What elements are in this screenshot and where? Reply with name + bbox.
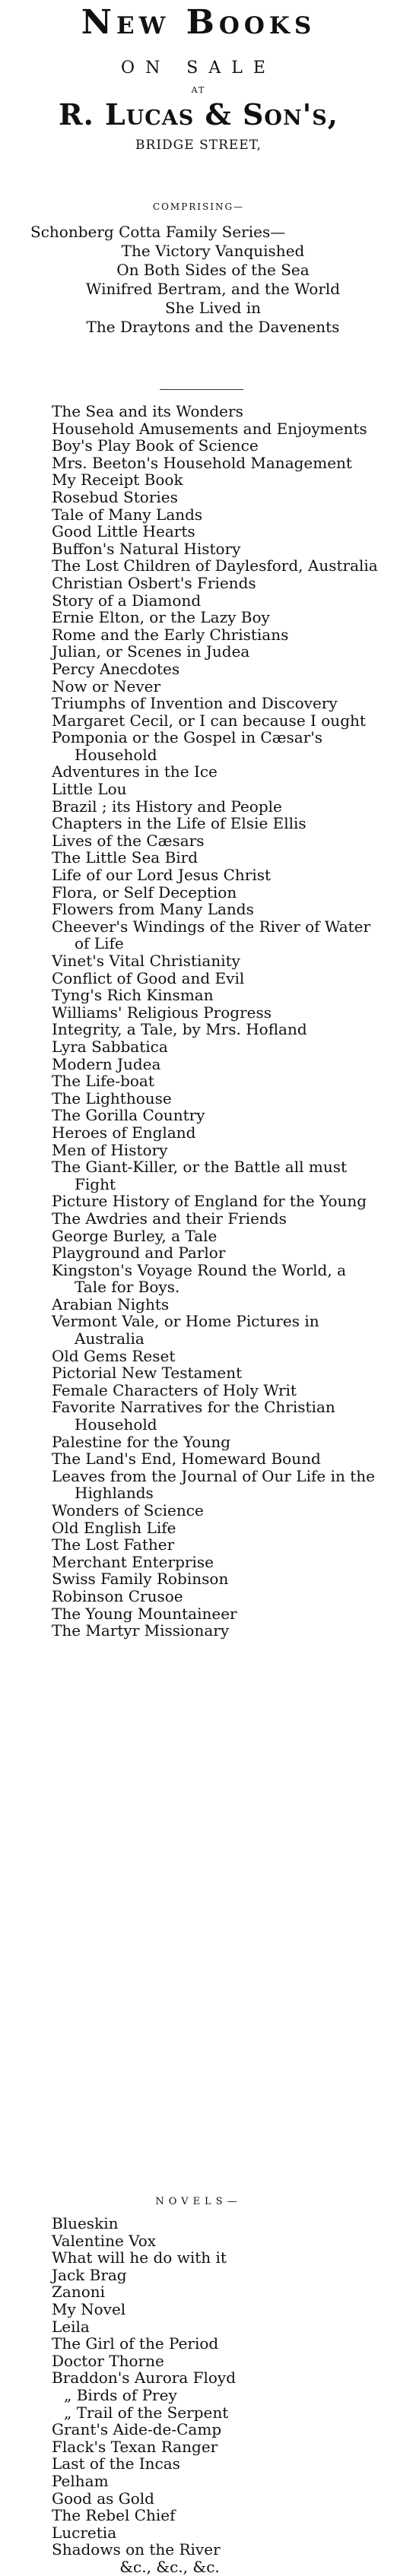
book-item: Heroes of England — [52, 1123, 196, 1142]
book-item: Rosebud Stories — [52, 487, 178, 506]
book-item: Julian, or Scenes in Judea — [52, 642, 250, 661]
book-item: Vinet's Vital Christianity — [52, 952, 240, 970]
book-item: Tyng's Rich Kinsman — [52, 986, 214, 1005]
book-item: Lives of the Cæsars — [52, 831, 205, 850]
book-item: Brazil ; its History and People — [52, 797, 282, 816]
novel-item: Doctor Thorne — [52, 2351, 164, 2370]
book-item: The Giant-Killer, or the Battle all must Fight — [52, 1158, 348, 1193]
book-item: Triumphs of Invention and Discovery — [52, 694, 338, 713]
book-item: Vermont Vale, or Home Pictures in Australia — [52, 1312, 319, 1348]
series-item: The Victory Vanquished — [121, 242, 305, 260]
book-item: Robinson Crusoe — [52, 1586, 183, 1605]
novel-item: „ Trail of the Serpent — [64, 2403, 229, 2422]
book-item: Mrs. Beeton's Household Management — [52, 453, 352, 472]
series-item: Winifred Bertram, and the World — [85, 280, 341, 298]
book-item: The Lost Children of Daylesford, Australia — [52, 556, 378, 575]
novel-item: Good as Gold — [52, 2489, 154, 2508]
book-item: Life of our Lord Jesus Christ — [52, 866, 272, 885]
comprising-label: COMPRISING— — [152, 201, 245, 212]
book-item: The Martyr Missionary — [52, 1621, 230, 1640]
book-item: Chapters in the Life of Elsie Ellis — [52, 814, 306, 833]
book-item: Story of a Diamond — [52, 591, 202, 610]
novel-item: Shadows on the River — [52, 2540, 221, 2559]
novel-item: The Girl of the Period — [52, 2334, 219, 2353]
book-item: Men of History — [52, 1140, 168, 1159]
novel-item: Leila — [52, 2317, 90, 2336]
book-item: Boy's Play Book of Science — [52, 436, 259, 455]
book-item: Favorite Narratives for the Christian Household — [52, 1398, 335, 1434]
book-item: Margaret Cecil, or I can because I ought — [52, 711, 366, 730]
book-item: Merchant Enterprise — [52, 1552, 214, 1571]
book-item: Playground and Parlor — [52, 1244, 226, 1263]
novel-item: Pelham — [52, 2471, 109, 2490]
book-item: The Awdries and their Friends — [52, 1209, 287, 1228]
seller-name: R. Lucas & Son's, — [58, 97, 338, 131]
book-item: Modern Judea — [52, 1054, 161, 1073]
book-item: Old Gems Reset — [52, 1346, 176, 1365]
book-item: Picture History of England for the Young — [52, 1192, 367, 1211]
novel-item: My Novel — [52, 2299, 126, 2318]
books-list — [52, 403, 379, 1640]
novel-item: Blueskin — [52, 2214, 119, 2232]
divider-rule — [160, 389, 243, 390]
novel-item: Zanoni — [52, 2283, 106, 2302]
novel-item: Lucretia — [52, 2523, 117, 2542]
novel-item: Grant's Aide-de-Camp — [52, 2420, 222, 2439]
novel-item: &c., &c., &c. — [119, 2557, 220, 2576]
book-item: Palestine for the Young — [52, 1432, 231, 1451]
novel-item: „ Birds of Prey — [64, 2385, 177, 2404]
book-item: The Gorilla Country — [52, 1106, 205, 1125]
book-item: The Lighthouse — [52, 1088, 172, 1107]
series-list — [46, 242, 380, 337]
series-item: On Both Sides of the Sea — [116, 261, 310, 279]
book-item: Old English Life — [52, 1518, 176, 1537]
book-item: Buffon's Natural History — [52, 539, 241, 558]
book-item: My Receipt Book — [52, 471, 183, 490]
book-item: Little Lou — [52, 780, 127, 799]
book-item: George Burley, a Tale — [52, 1226, 218, 1245]
book-item: The Life-boat — [52, 1072, 154, 1091]
book-item: The Sea and its Wonders — [52, 402, 243, 420]
novel-item: Flack's Texan Ranger — [52, 2437, 218, 2456]
on-sale-line: ON SALE — [121, 59, 276, 78]
book-item: The Little Sea Bird — [52, 848, 198, 867]
book-item: Now or Never — [52, 676, 161, 695]
book-item: Household Amusements and Enjoyments — [52, 419, 367, 438]
book-item: Adventures in the Ice — [52, 762, 218, 781]
book-item: Conflict of Good and Evil — [52, 968, 245, 987]
series-item: She Lived in — [164, 299, 262, 317]
book-item: Flowers from Many Lands — [52, 900, 254, 919]
book-item: Pomponia or the Gospel in Cæsar's Household — [52, 728, 323, 764]
book-item: Integrity, a Tale, by Mrs. Hofland — [52, 1020, 307, 1039]
novel-item: Valentine Vox — [52, 2231, 157, 2250]
book-item: Kingston's Voyage Round the World, a Tale for Boys. — [52, 1260, 347, 1297]
book-item: Rome and the Early Christians — [52, 625, 289, 644]
book-item: Good Little Hearts — [52, 522, 195, 541]
novel-item: Braddon's Aurora Floyd — [52, 2368, 237, 2387]
book-item: Wonders of Science — [52, 1501, 204, 1519]
book-item: Pictorial New Testament — [52, 1364, 243, 1383]
novel-item: Last of the Incas — [52, 2454, 180, 2473]
novel-item: The Rebel Chief — [52, 2506, 176, 2525]
book-item: Swiss Family Robinson — [52, 1570, 229, 1589]
book-item: The Lost Father — [52, 1535, 175, 1554]
novels-heading: NOVELS— — [155, 2196, 242, 2207]
book-item: The Land's End, Homeward Bound — [52, 1450, 321, 1469]
page-title: New Books — [81, 3, 316, 42]
series-heading: Schonberg Cotta Family Series— — [30, 223, 286, 241]
book-item: Arabian Nights — [52, 1294, 170, 1313]
book-item: Christian Osbert's Friends — [52, 573, 256, 592]
street-address: BRIDGE STREET, — [135, 138, 262, 153]
book-item: Female Characters of Holy Writ — [52, 1380, 297, 1399]
book-item: The Young Mountaineer — [52, 1604, 237, 1623]
book-item: Leaves from the Journal of Our Life in the Highlands — [52, 1466, 375, 1503]
book-item: Percy Anecdotes — [52, 659, 180, 678]
series-item: The Draytons and the Davenents — [86, 318, 340, 336]
book-item: Lyra Sabbatica — [52, 1037, 168, 1056]
book-item: Cheever's Windings of the River of Water of Life — [52, 917, 371, 953]
novel-item: What will he do with it — [52, 2248, 227, 2267]
book-item: Ernie Elton, or the Lazy Boy — [52, 608, 270, 627]
novel-item: Jack Brag — [52, 2265, 127, 2284]
book-item: Flora, or Self Deception — [52, 882, 237, 901]
novels-list — [52, 2215, 379, 2575]
book-item: Williams' Religious Progress — [52, 1003, 272, 1022]
at-line: AT — [191, 85, 206, 95]
book-item: Tale of Many Lands — [52, 505, 203, 524]
